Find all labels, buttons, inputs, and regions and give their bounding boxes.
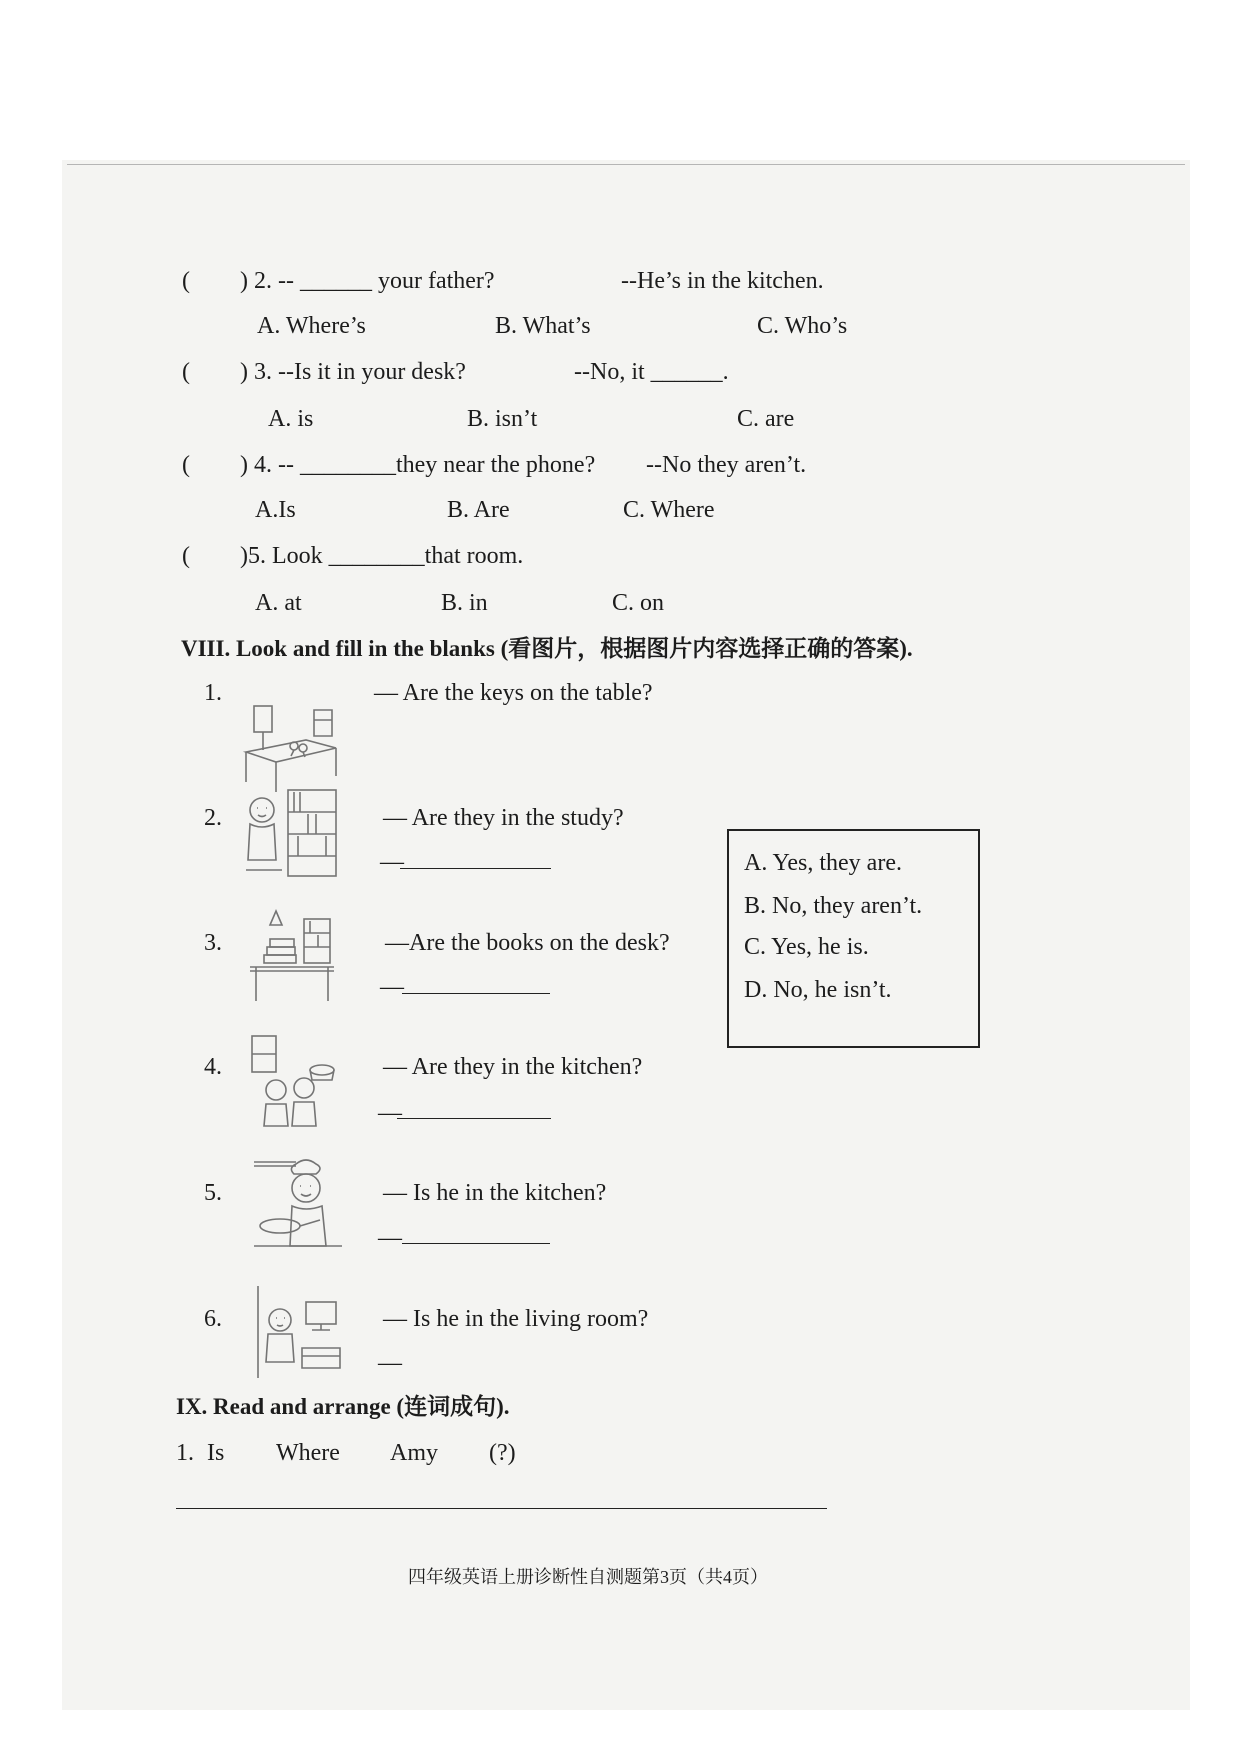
option-c: C. are [737,406,795,432]
word: (?) [489,1440,516,1466]
answer-dash: — [378,1100,402,1126]
answer-bracket: ( [182,359,190,385]
question-reply: --He’s in the kitchen. [621,268,824,294]
question-stem: ) 3. --Is it in your desk? [240,359,466,385]
option-a: A. is [268,406,314,432]
option-c: C. Who’s [757,313,848,339]
answer-dash: — [380,974,404,1000]
item-number: 3. [204,930,222,956]
option-a: A. Where’s [257,313,366,339]
answer-dash: — [378,1350,402,1376]
answer-writing-line [176,1508,827,1509]
item-question: — Are the keys on the table? [374,680,653,706]
item-number: 1. [176,1440,194,1466]
answer-blank-line [402,993,550,994]
question-reply: --No, it ______. [574,359,729,385]
option-b: B. What’s [495,313,591,339]
section-9-title: IX. Read and arrange (连词成句). [176,1394,510,1419]
option-c: C. Where [623,497,715,523]
page-footer: 四年级英语上册诊断性自测题第3页（共4页） [408,1567,768,1587]
item-question: — Is he in the living room? [383,1306,649,1332]
answer-bracket: ( [182,268,190,294]
item-number: 1. [204,680,222,706]
item-question: —Are the books on the desk? [385,930,670,956]
word: Where [276,1440,340,1466]
option-a: A.Is [255,497,296,523]
boy-cooking-icon [250,1156,346,1252]
question-reply: --No they aren’t. [646,452,807,478]
option-c: C. on [612,590,665,616]
paper-top-edge [67,164,1185,165]
choice-a: A. Yes, they are. [744,850,902,876]
choice-b: B. No, they aren’t. [744,893,923,919]
kitchen-people-icon [246,1030,340,1130]
study-room-icon [238,780,342,884]
choice-c: C. Yes, he is. [744,934,869,960]
option-a: A. at [255,590,302,616]
question-stem: ) 2. -- ______ your father? [240,268,495,294]
answer-blank-line [397,1118,551,1119]
item-question: — Are they in the study? [383,805,624,831]
item-number: 5. [204,1180,222,1206]
answer-bracket: ( [182,543,190,569]
answer-dash: — [380,849,404,875]
option-b: B. in [441,590,488,616]
boy-living-room-icon [250,1282,346,1382]
answer-blank-line [402,1243,550,1244]
books-on-desk-icon [246,905,340,1005]
item-question: — Is he in the kitchen? [383,1180,607,1206]
word: Amy [390,1440,438,1466]
answer-bracket: ( [182,452,190,478]
choice-d: D. No, he isn’t. [744,977,892,1003]
option-b: B. Are [447,497,510,523]
answer-dash: — [378,1225,402,1251]
question-stem: ) 4. -- ________they near the phone? [240,452,596,478]
answer-blank-line [400,868,551,869]
item-number: 4. [204,1054,222,1080]
item-number: 2. [204,805,222,831]
item-question: — Are they in the kitchen? [383,1054,643,1080]
section-8-title: VIII. Look and fill in the blanks (看图片，根据图片内容选择正确的答案). [181,636,913,661]
item-number: 6. [204,1306,222,1332]
question-stem: )5. Look ________that room. [240,543,524,569]
word: Is [207,1440,225,1466]
option-b: B. isn’t [467,406,538,432]
